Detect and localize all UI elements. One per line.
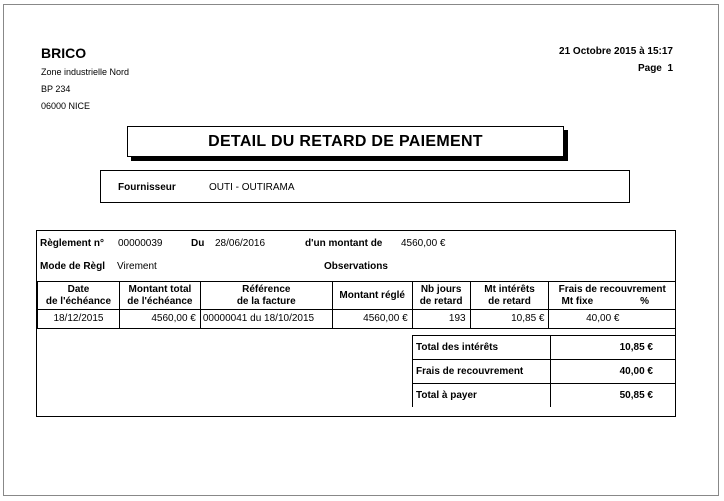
montant-value: 4560,00 € (401, 238, 446, 249)
col-nb-jours: Nb jours de retard (412, 282, 470, 310)
total-payer-label: Total à payer (413, 384, 551, 408)
montant-label: d'un montant de (305, 238, 383, 249)
cell-regle: 4560,00 € (332, 310, 412, 329)
supplier-box (100, 170, 630, 203)
company-address-line1: Zone industrielle Nord (41, 67, 130, 77)
du-label: Du (191, 238, 205, 249)
report-datetime: 21 Octobre 2015 à 15:17 (559, 46, 673, 57)
settlement-section (36, 230, 676, 417)
page-number-line (638, 63, 673, 74)
page-label: Page (637, 63, 662, 74)
col-regle: Montant réglé (332, 282, 412, 310)
total-interets-label: Total des intérêts (413, 336, 551, 360)
total-interets-value: 10,85 € (550, 336, 675, 360)
cell-date: 18/12/2015 (38, 310, 120, 329)
company-address-line2: BP 234 (41, 84, 71, 94)
totals-table (412, 335, 675, 407)
cell-frais-fixe: 40,00 € (586, 313, 620, 324)
supplier-value: OUTI - OUTIRAMA (209, 182, 295, 193)
col-date: Date de l'échéance (38, 282, 120, 310)
col-reference: Référence de la facture (200, 282, 332, 310)
due-table (37, 281, 675, 329)
total-frais-value: 40,00 € (550, 360, 675, 384)
mode-label: Mode de Règl (40, 261, 106, 272)
cell-montant: 4560,00 € (119, 310, 200, 329)
col-frais: Frais de recouvrement Mt fixe % (549, 282, 675, 310)
report-page (3, 4, 719, 496)
cell-frais (549, 310, 675, 329)
total-payer-row (413, 384, 676, 408)
observations-label: Observations (324, 261, 388, 272)
supplier-label: Fournisseur (118, 182, 176, 193)
reglement-label: Règlement n° (40, 238, 105, 249)
page-number: 1 (667, 63, 673, 74)
mode-value: Virement (117, 261, 157, 272)
company-address-line3: 06000 NICE (41, 101, 91, 111)
total-interets-row (413, 336, 676, 360)
cell-reference: 00000041 du 18/10/2015 (200, 310, 332, 329)
du-value: 28/06/2016 (215, 238, 266, 249)
col-montant: Montant total de l'échéance (119, 282, 200, 310)
table-header-row (38, 282, 676, 310)
report-title: DETAIL DU RETARD DE PAIEMENT (127, 126, 564, 157)
company-name: BRICO (41, 45, 87, 61)
total-frais-row (413, 360, 676, 384)
total-payer-value: 50,85 € (550, 384, 675, 408)
cell-nb-jours: 193 (412, 310, 470, 329)
cell-mt-interets: 10,85 € (470, 310, 549, 329)
total-frais-label: Frais de recouvrement (413, 360, 551, 384)
col-mt-interets: Mt intérêts de retard (470, 282, 549, 310)
reglement-value: 00000039 (118, 238, 163, 249)
table-row (38, 310, 676, 329)
